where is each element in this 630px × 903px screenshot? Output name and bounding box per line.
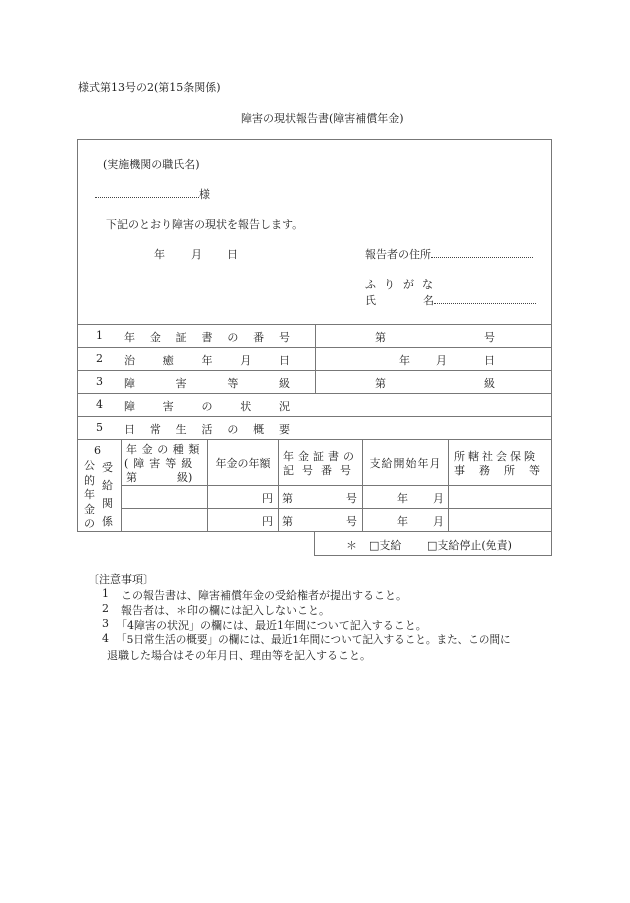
label-char: 等: [227, 377, 239, 390]
row-4-value-field[interactable]: [316, 394, 550, 415]
header-office-line2: 事務所等: [454, 464, 554, 477]
header-start: 支給開始年月: [369, 456, 442, 470]
row-1-label: [124, 329, 290, 345]
office-box-bottom-border: [314, 555, 552, 556]
data-row-2-office-field[interactable]: [449, 509, 550, 531]
row-2-num: 2: [96, 352, 103, 365]
statement: 下記のとおり障害の現状を報告します。: [106, 218, 304, 231]
label-char: 証: [175, 331, 187, 344]
row-2-value-year[interactable]: 年: [399, 354, 410, 367]
header-type-line3a: 第: [126, 471, 137, 484]
note-3-text: 「4障害の状況」の欄には、最近1年間について記入すること。: [116, 619, 427, 632]
label-char: 障: [124, 400, 135, 413]
label-char: 障: [124, 377, 135, 390]
form-title: 障害の現状報告書(障害補償年金): [241, 112, 404, 125]
label-char: 活: [201, 423, 213, 436]
row-2-label: [124, 352, 290, 368]
row-line: [77, 439, 552, 440]
data-row-1-month: 月: [433, 492, 444, 505]
note-4-text: 「5日常生活の概要」の欄には、最近1年間について記入すること。また、この間に: [116, 634, 511, 646]
data-row-1-go: 号: [346, 492, 357, 505]
label-char: 年: [124, 331, 135, 344]
note-4-text-continued: 退職した場合はその年月日、理由等を記入すること。: [107, 649, 371, 662]
row-5-value-field[interactable]: [316, 417, 550, 438]
note-2-num: 2: [102, 602, 109, 615]
section-6-num: 6: [94, 444, 101, 457]
label-char: 月: [240, 354, 252, 367]
note-2-text: 報告者は、＊印の欄には記入しないこと。: [121, 604, 330, 617]
address-label: 報告者の住所: [365, 248, 431, 261]
header-cert-line1: 年金証書の: [283, 450, 358, 463]
label-char: 害: [175, 377, 187, 390]
furigana-char: が: [403, 278, 414, 291]
date-year-label: 年: [154, 248, 165, 261]
form-number: 様式第13号の2(第15条関係): [78, 81, 221, 94]
data-row-2-year: 年: [397, 515, 408, 528]
date-day-label: 日: [227, 248, 238, 261]
row-4-label: [124, 398, 290, 414]
row-3-value-kyu[interactable]: 級: [484, 377, 495, 390]
box-top-border: [77, 139, 552, 140]
label-char: 要: [278, 423, 290, 436]
section-6-side-left: 公的年金の: [84, 459, 95, 530]
notes-heading: 〔注意事項〕: [88, 573, 154, 586]
data-row-1-type-field[interactable]: [122, 486, 207, 508]
note-4-num: 4: [102, 632, 109, 645]
row-3-num: 3: [96, 375, 103, 388]
data-row-1-year: 年: [397, 492, 408, 505]
label-char: 概: [253, 423, 265, 436]
row-4-num: 4: [96, 398, 103, 411]
note-1-text: この報告書は、障害補償年金の受給権者が提出すること。: [121, 589, 407, 602]
label-char: 況: [279, 400, 290, 413]
row-2-value-month[interactable]: 月: [436, 354, 447, 367]
honorific: 様: [199, 188, 210, 201]
label-char: 号: [278, 331, 290, 344]
label-char: 治: [124, 354, 135, 367]
header-office-line1: 所轄社会保険: [454, 450, 538, 463]
date-month-label: 月: [191, 248, 202, 261]
label-char: 日: [279, 354, 290, 367]
label-char: の: [227, 423, 239, 436]
section-6-side-right: 受給関係: [102, 461, 113, 528]
checkbox-payment[interactable]: □支給: [369, 539, 402, 552]
label-char: 年: [201, 354, 213, 367]
label-char: 書: [201, 331, 213, 344]
name-label: [365, 292, 434, 308]
header-type-line3b: 級): [177, 471, 193, 484]
recipient-label: (実施機関の職氏名): [103, 158, 200, 171]
header-cert-line2: 記号番号: [283, 464, 359, 477]
office-use-mark: ＊: [346, 539, 357, 552]
row-1-value-dai[interactable]: 第: [375, 331, 386, 344]
furigana-char: ふ: [365, 278, 376, 291]
furigana-char: な: [422, 278, 433, 291]
header-type-line1: 年金の種類: [126, 443, 204, 456]
data-row-2-yen: 円: [262, 515, 273, 528]
address-field[interactable]: [365, 246, 533, 262]
office-box-left-border: [314, 531, 315, 556]
data-row-2-go: 号: [346, 515, 357, 528]
name-char: 氏: [365, 294, 376, 307]
row-1-num: 1: [96, 329, 103, 342]
label-char: の: [227, 331, 239, 344]
label-char: 癒: [162, 354, 174, 367]
label-char: 生: [175, 423, 187, 436]
label-char: 常: [149, 423, 161, 436]
row-2-value-day[interactable]: 日: [484, 354, 495, 367]
col-divider: [278, 439, 279, 531]
checkbox-payment-suspended[interactable]: □支給停止(免責): [427, 539, 512, 552]
label-char: 番: [253, 331, 265, 344]
row-3-label: [124, 375, 290, 391]
data-row-2-month: 月: [433, 515, 444, 528]
row-1-value-go[interactable]: 号: [484, 331, 495, 344]
row-3-value-dai[interactable]: 第: [375, 377, 386, 390]
data-row-1-dai: 第: [282, 492, 293, 505]
name-dotted-line: [434, 293, 536, 304]
header-amount: 年金の年額: [215, 456, 271, 470]
header-type-line2: (障害等級: [124, 457, 198, 470]
label-char: 日: [124, 423, 135, 436]
col-divider: [315, 324, 316, 393]
label-char: 級: [278, 377, 290, 390]
note-1-num: 1: [102, 587, 109, 600]
label-char: の: [201, 400, 213, 413]
recipient-dotted-line: [95, 187, 199, 198]
recipient-field[interactable]: [95, 186, 210, 202]
box-left-border: [77, 139, 78, 531]
data-row-2-type-field[interactable]: [122, 509, 207, 531]
row-5-num: 5: [96, 421, 103, 434]
label-char: 金: [149, 331, 161, 344]
address-dotted-line: [431, 247, 533, 258]
label-char: 害: [162, 400, 174, 413]
label-char: 状: [240, 400, 252, 413]
data-row-1-yen: 円: [262, 492, 273, 505]
furigana-label: [365, 276, 433, 292]
note-3-num: 3: [102, 617, 109, 630]
name-field[interactable]: [365, 292, 536, 308]
data-row-1-office-field[interactable]: [449, 486, 550, 508]
data-row-2-dai: 第: [282, 515, 293, 528]
name-char: 名: [423, 294, 434, 307]
row-5-label: [124, 421, 290, 437]
furigana-char: り: [384, 278, 395, 291]
